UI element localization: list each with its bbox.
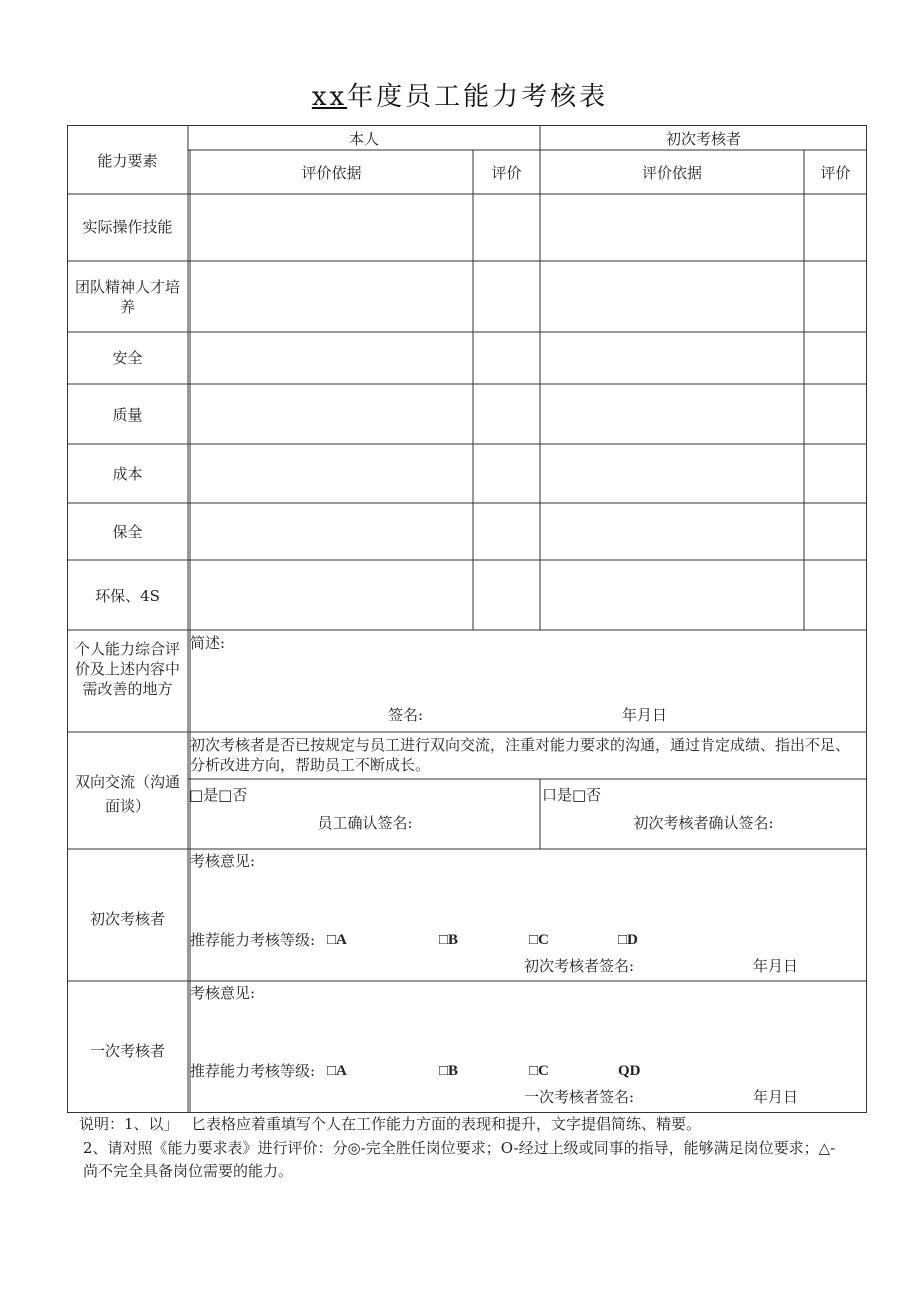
row-label-cost: 成本	[112, 465, 143, 483]
note-line-1a: 说明：1、以」	[79, 1115, 179, 1133]
note-line-3: 尚不完全具备岗位需要的能力。	[83, 1162, 294, 1180]
second-review-grade-b: □B	[439, 1063, 459, 1079]
header-self-basis: 评价依据	[301, 164, 362, 182]
row-label-teamwork: 团队精神人才培养	[74, 278, 180, 316]
header-reviewer-basis: 评价依据	[641, 164, 702, 182]
evaluation-form	[67, 125, 867, 1113]
communication-question: 初次考核者是否已按规定与员工进行双向交流，注重对能力要求的沟通，通过肯定成绩、指出不足、分析改进方向，帮助员工不断成长。	[190, 736, 851, 774]
header-reviewer-rating: 评价	[820, 164, 851, 182]
first-review-grade-label: 推荐能力考核等级:	[190, 931, 316, 949]
first-review-grade-b: □B	[439, 932, 459, 948]
note-line-2: 2、请对照《能力要求表》进行评价：分◎-完全胜任岗位要求；O-经过上级或同事的指导，能够满足岗位要求；△-	[83, 1139, 836, 1157]
header-first-reviewer: 初次考核者	[665, 130, 741, 148]
summary-sign: 签名:	[388, 706, 424, 724]
title-prefix: xx	[311, 82, 348, 112]
second-review-grade-a: □A	[327, 1063, 347, 1079]
first-review-date: 年月日	[753, 957, 799, 975]
reviewer-choice: 口是□否	[542, 786, 602, 804]
summary-date: 年月日	[622, 706, 668, 724]
note-line-1b: 匕表格应着重填写个人在工作能力方面的表现和提升，文字提倡简练、精要。	[191, 1115, 702, 1133]
row-label-quality: 质量	[112, 406, 143, 424]
first-review-grade-d: □D	[618, 932, 638, 948]
row-label-maintenance: 保全	[112, 523, 143, 541]
second-review-grade-d: QD	[618, 1063, 641, 1079]
first-review-sign: 初次考核者签名:	[524, 957, 635, 975]
second-review-grade-c: □C	[529, 1063, 549, 1079]
row-label-skills: 实际操作技能	[82, 218, 173, 236]
row-label-environment: 环保、4S	[95, 587, 160, 605]
communication-label: 双向交流（沟通面谈）	[74, 773, 180, 815]
summary-brief: 简述:	[190, 634, 226, 652]
second-review-sign: 一次考核者签名:	[524, 1088, 635, 1106]
first-review-opinion: 考核意见:	[190, 852, 256, 870]
employee-choice: □是□否	[189, 786, 248, 804]
row-label-safety: 安全	[112, 349, 143, 367]
second-review-opinion: 考核意见:	[190, 984, 256, 1002]
first-review-label: 初次考核者	[89, 910, 165, 928]
employee-confirm-sign: 员工确认签名:	[317, 814, 413, 832]
second-review-date: 年月日	[753, 1088, 799, 1106]
reviewer-confirm-sign: 初次考核者确认签名:	[633, 814, 774, 832]
header-self-rating: 评价	[491, 164, 522, 182]
page-title	[0, 76, 920, 113]
header-ability-element: 能力要素	[97, 152, 158, 170]
header-self: 本人	[348, 130, 379, 148]
summary-label: 个人能力综合评价及上述内容中需改善的地方	[74, 640, 180, 698]
second-review-grade-label: 推荐能力考核等级:	[190, 1062, 316, 1080]
title-text: 年度员工能力考核表	[347, 82, 609, 112]
table-grid	[67, 125, 867, 1113]
second-review-label: 一次考核者	[89, 1042, 165, 1060]
first-review-grade-c: □C	[529, 932, 549, 948]
first-review-grade-a: □A	[327, 932, 347, 948]
